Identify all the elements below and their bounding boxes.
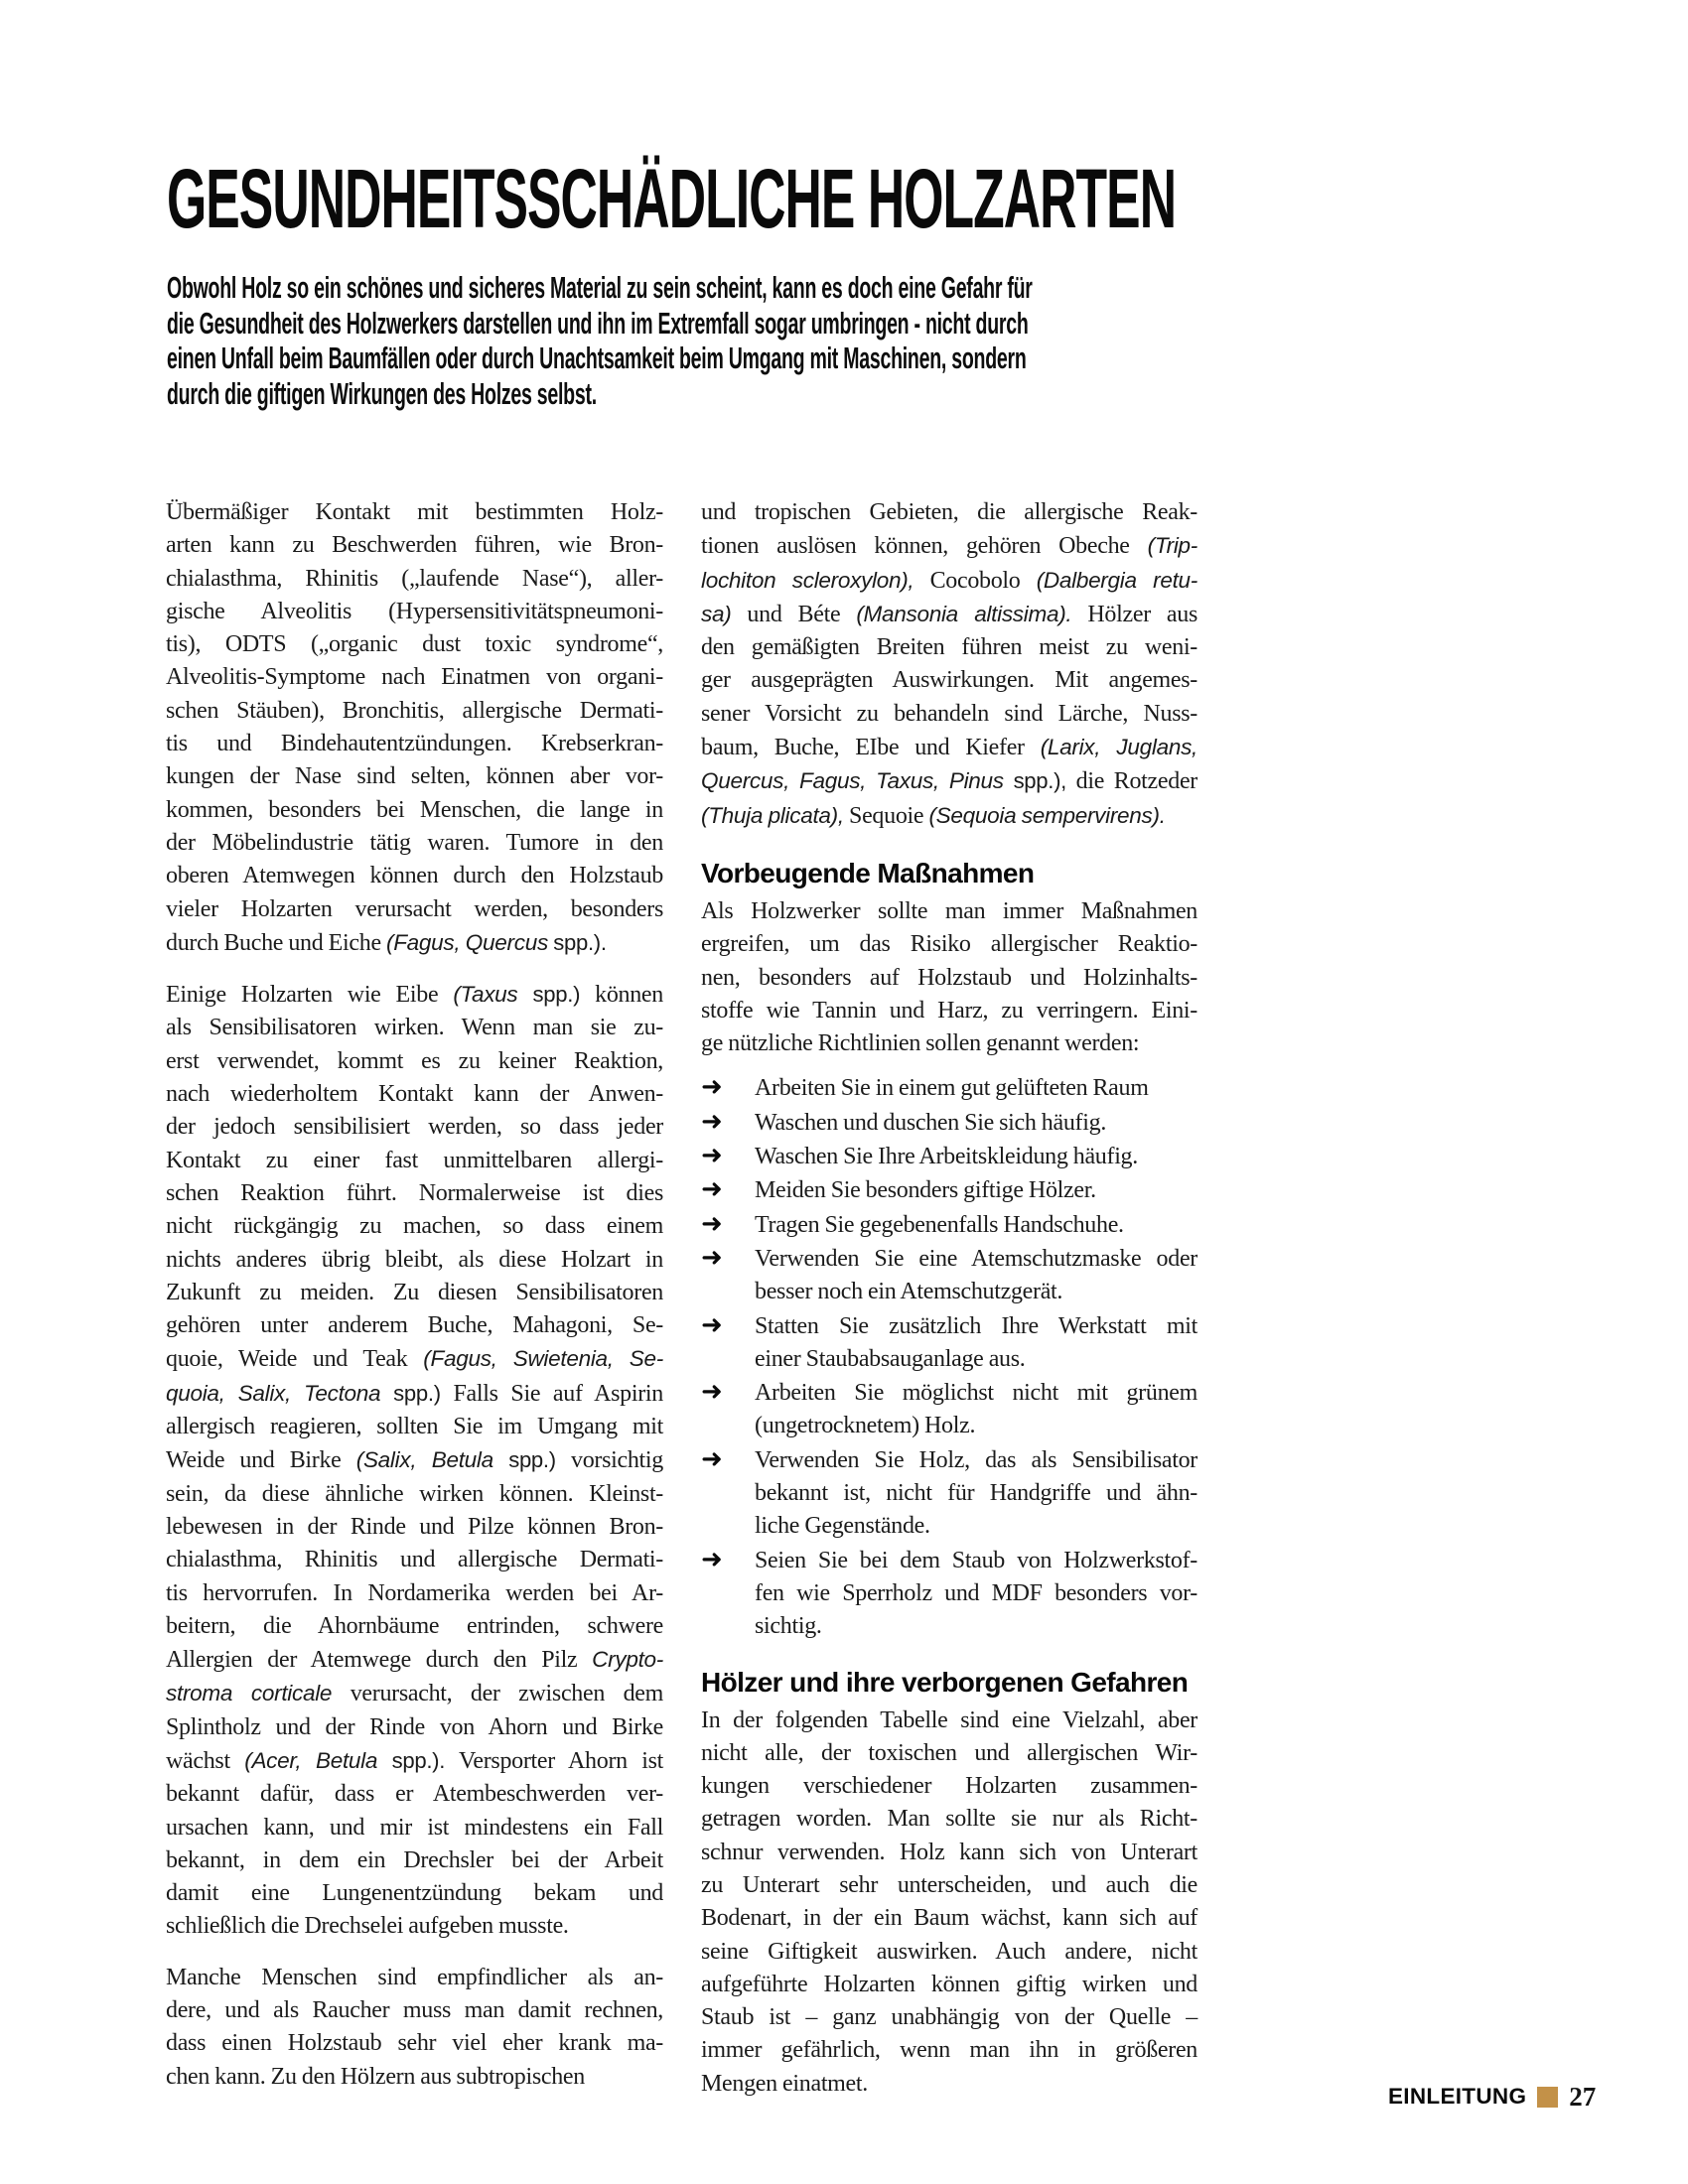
- text-line: damit eine Lungenentzündung bekam und: [166, 1880, 663, 1907]
- text-line: liche Gegenstände.: [755, 1513, 930, 1540]
- species-name: sa): [701, 601, 732, 626]
- text-line: Als Holzwerker sollte man immer Maßnahmen: [701, 897, 1197, 924]
- text-column-right: [701, 496, 1197, 2101]
- list-item: [701, 1444, 1197, 1544]
- species-name: (Salix, Betula: [355, 1447, 493, 1473]
- intro-paragraph: [167, 270, 1033, 411]
- text-line: [166, 978, 663, 1012]
- intro-line: die Gesundheit des Holzwerkers darstellen und ihn im Extremfall sogar umbringen - nicht durch: [167, 305, 1029, 341]
- list-item: [701, 1141, 1197, 1173]
- text-segment: quoie, Weide und Teak: [166, 1346, 424, 1373]
- text-segment: Sequoie: [843, 802, 929, 829]
- text-line: Splintholz und der Rinde von Ahorn und Birke: [166, 1713, 663, 1740]
- species-name: (Trip-: [1147, 533, 1197, 559]
- text-line: [701, 529, 1197, 563]
- list-item: [701, 1107, 1197, 1140]
- text-line: [701, 731, 1197, 764]
- species-name: (Sequoia sempervirens).: [928, 802, 1166, 828]
- text-line: kommen, besonders bei Menschen, die lange in: [166, 796, 663, 823]
- text-line: lebewesen in der Rinde und Pilze können Bron-: [166, 1513, 663, 1540]
- text-line: Statten Sie zusätzlich Ihre Werkstatt mit: [755, 1312, 1197, 1339]
- text-segment: Cocobolo: [914, 567, 1037, 594]
- text-line: [166, 1744, 663, 1778]
- text-column-left: [166, 496, 663, 2094]
- paragraph: [166, 496, 663, 960]
- text-line: tis und Bindehautentzündungen. Krebserkran-: [166, 731, 663, 757]
- species-name: spp.): [492, 1447, 556, 1473]
- species-name: (Acer, Betula: [244, 1747, 378, 1773]
- text-line: der jedoch sensibilisiert werden, so dass jeder: [166, 1114, 663, 1141]
- text-line: zu Unterart sehr unterscheiden, und auch die: [701, 1871, 1197, 1898]
- text-line: [701, 598, 1197, 631]
- paragraph: [166, 978, 663, 1944]
- section-heading: Vorbeugende Maßnahmen: [701, 857, 1035, 888]
- footer-square-icon: [1537, 2087, 1558, 2108]
- species-name: spp.): [517, 982, 581, 1008]
- arrow-bullet-icon: ➜: [701, 1544, 723, 1574]
- text-line: ursachen kann, und mir ist mindestens ein Fall: [166, 1814, 663, 1841]
- text-line: Zukunft zu meiden. Zu diesen Sensibilisatoren: [166, 1279, 663, 1305]
- text-segment: Falls Sie auf Aspirin: [440, 1380, 663, 1407]
- text-line: gehören unter anderem Buche, Mahagoni, Se-: [166, 1312, 663, 1339]
- list-item: [701, 1209, 1197, 1242]
- text-line: seine Giftigkeit auswirken. Auch andere, nicht: [701, 1938, 1197, 1965]
- text-line: sener Vorsicht zu behandeln sind Lärche, Nuss-: [701, 700, 1197, 727]
- footer-section-label: EINLEITUNG: [1388, 2084, 1527, 2109]
- guideline-list: [701, 1072, 1197, 1643]
- text-line: schen Stäuben), Bronchitis, allergische Dermati-: [166, 697, 663, 724]
- text-line: nen, besonders auf Holzstaub und Holzinhalts-: [701, 964, 1197, 991]
- species-name: (Mansonia altissima).: [856, 601, 1072, 626]
- text-line: [166, 1342, 663, 1376]
- species-name: (Fagus, Quercus: [386, 929, 548, 955]
- text-line: chialasthma, Rhinitis und allergische Dermati-: [166, 1547, 663, 1573]
- text-line: als Sensibilisatoren wirken. Wenn man sie zu-: [166, 1015, 663, 1041]
- arrow-bullet-icon: ➜: [701, 1377, 723, 1408]
- text-line: schließlich die Drechselei aufgeben musste.: [166, 1913, 569, 1940]
- text-line: erst verwendet, kommt es zu keiner Reaktion,: [166, 1047, 663, 1074]
- text-line: dass einen Holzstaub sehr viel eher krank ma-: [166, 2030, 663, 2057]
- list-item: [701, 1174, 1197, 1207]
- text-line: vieler Holzarten verursacht werden, besonders: [166, 895, 663, 922]
- text-line: ge nützliche Richtlinien sollen genannt werden:: [701, 1030, 1140, 1057]
- text-line: [166, 1377, 663, 1411]
- text-segment: tionen auslösen können, gehören Obeche: [701, 533, 1148, 560]
- text-line: allergisch reagieren, sollten Sie im Umgang mit: [166, 1414, 663, 1440]
- text-line: Arbeiten Sie in einem gut gelüfteten Raum: [755, 1075, 1149, 1102]
- list-item: [701, 1310, 1197, 1377]
- text-line: aufgeführte Holzarten können giftig wirken und: [701, 1971, 1197, 1997]
- text-line: ergreifen, um das Risiko allergischer Reaktio-: [701, 931, 1197, 958]
- text-line: Verwenden Sie Holz, das als Sensibilisator: [755, 1446, 1197, 1473]
- arrow-bullet-icon: ➜: [701, 1072, 723, 1103]
- text-line: Meiden Sie besonders giftige Hölzer.: [755, 1177, 1096, 1204]
- text-line: schen Reaktion führt. Normalerweise ist dies: [166, 1179, 663, 1206]
- text-line: [166, 1443, 663, 1477]
- text-line: Mengen einatmet.: [701, 2070, 868, 2097]
- species-name: spp.): [380, 1380, 441, 1406]
- text-line: nicht rückgängig zu machen, so dass einem: [166, 1213, 663, 1240]
- text-line: oberen Atemwegen können durch den Holzstaub: [166, 863, 663, 889]
- text-line: immer gefährlich, wenn man ihn in größeren: [701, 2037, 1197, 2064]
- species-name: (Fagus, Swietenia, Se-: [423, 1346, 663, 1372]
- paragraph: [701, 1705, 1197, 2102]
- paragraph: [701, 496, 1197, 833]
- text-line: bekannt ist, nicht für Handgriffe und ähn-: [755, 1480, 1197, 1507]
- species-name: (Larix, Juglans,: [1040, 735, 1198, 760]
- text-line: nicht alle, der toxischen und allergischen Wir-: [701, 1739, 1197, 1766]
- text-segment: können: [580, 982, 663, 1009]
- species-name: Crypto-: [592, 1647, 663, 1673]
- arrow-bullet-icon: ➜: [701, 1443, 723, 1474]
- arrow-bullet-icon: ➜: [701, 1309, 723, 1340]
- species-name: spp.),: [1003, 768, 1066, 794]
- text-line: In der folgenden Tabelle sind eine Vielzahl, aber: [701, 1706, 1197, 1733]
- list-item: [701, 1545, 1197, 1644]
- text-line: nach wiederholtem Kontakt kann der Anwen-: [166, 1081, 663, 1108]
- arrow-bullet-icon: ➜: [701, 1174, 723, 1205]
- text-segment: durch Buche und Eiche: [166, 929, 386, 956]
- arrow-bullet-icon: ➜: [701, 1242, 723, 1273]
- text-line: fen wie Sperrholz und MDF besonders vor-: [755, 1579, 1197, 1606]
- text-segment: Hölzer aus: [1071, 601, 1197, 627]
- text-segment: Allergien der Atemwege durch den Pilz: [166, 1647, 593, 1674]
- list-item: [701, 1243, 1197, 1309]
- page-title: GESUNDHEITSSCHÄDLICHE HOLZARTEN: [167, 152, 1177, 245]
- intro-line: durch die giftigen Wirkungen des Holzes selbst.: [167, 375, 597, 411]
- species-name: spp.).: [547, 929, 607, 955]
- text-line: [166, 926, 663, 960]
- text-segment: vorsichtig: [555, 1447, 663, 1474]
- text-line: arten kann zu Beschwerden führen, wie Bron-: [166, 532, 663, 559]
- text-line: (ungetrocknetem) Holz.: [755, 1413, 976, 1439]
- text-line: stoffe wie Tannin und Harz, zu verringern. Eini-: [701, 997, 1197, 1024]
- text-line: Kontakt zu einer fast unmittelbaren allergi-: [166, 1147, 663, 1173]
- text-line: Staub ist – ganz unabhängig von der Quelle –: [701, 2004, 1197, 2031]
- text-line: Alveolitis-Symptome nach Einatmen von organi-: [166, 664, 663, 691]
- species-name: quoia, Salix, Tectona: [166, 1380, 381, 1406]
- text-line: kungen der Nase sind selten, können aber vor-: [166, 763, 663, 790]
- text-line: sichtig.: [755, 1613, 822, 1640]
- species-name: spp.).: [377, 1747, 446, 1773]
- page-number: 27: [1569, 2081, 1597, 2112]
- text-line: [701, 799, 1197, 833]
- text-line: einer Staubabsauganlage aus.: [755, 1345, 1026, 1372]
- species-name: stroma corticale: [166, 1681, 333, 1706]
- text-line: chialasthma, Rhinitis („laufende Nase“), aller-: [166, 565, 663, 592]
- text-line: den gemäßigten Breiten führen meist zu weni-: [701, 634, 1197, 661]
- text-segment: wächst: [166, 1747, 245, 1774]
- arrow-bullet-icon: ➜: [701, 1106, 723, 1137]
- text-line: und tropischen Gebieten, die allergische Reak-: [701, 499, 1197, 525]
- text-line: der Möbelindustrie tätig waren. Tumore in den: [166, 829, 663, 856]
- text-line: chen kann. Zu den Hölzern aus subtropischen: [166, 2063, 585, 2090]
- list-item: [701, 1377, 1197, 1443]
- text-line: Arbeiten Sie möglichst nicht mit grünem: [755, 1380, 1197, 1407]
- text-line: Übermäßiger Kontakt mit bestimmten Holz-: [166, 499, 663, 525]
- page-footer: [1388, 2083, 1596, 2111]
- text-line: gische Alveolitis (Hypersensitivitätspneumoni-: [166, 598, 663, 624]
- text-line: bekannt, in dem ein Drechsler bei der Arbeit: [166, 1846, 663, 1873]
- text-line: Bodenart, in der ein Baum wächst, kann sich auf: [701, 1905, 1197, 1932]
- text-line: sein, da diese ähnliche wirken können. Kleinst-: [166, 1480, 663, 1507]
- text-line: tis hervorrufen. In Nordamerika werden bei Ar-: [166, 1579, 663, 1606]
- text-line: Verwenden Sie eine Atemschutzmaske oder: [755, 1245, 1197, 1272]
- intro-line: Obwohl Holz so ein schönes und sicheres Material zu sein scheint, kann es doch eine Gefahr für: [167, 270, 1033, 305]
- text-line: kungen verschiedener Holzarten zusammen-: [701, 1773, 1197, 1800]
- text-line: tis), ODTS („organic dust toxic syndrome“,: [166, 631, 663, 658]
- text-line: beitern, die Ahornbäume entrinden, schwere: [166, 1612, 663, 1639]
- text-segment: Versporter Ahorn ist: [445, 1747, 663, 1774]
- text-line: [166, 1677, 663, 1710]
- arrow-bullet-icon: ➜: [701, 1208, 723, 1239]
- text-line: bekannt dafür, dass er Atembeschwerden ver-: [166, 1781, 663, 1808]
- section-heading: Hölzer und ihre verborgenen Gefahren: [701, 1666, 1189, 1698]
- paragraph: [701, 895, 1197, 1060]
- arrow-bullet-icon: ➜: [701, 1141, 723, 1171]
- text-line: [701, 564, 1197, 598]
- text-line: Waschen und duschen Sie sich häufig.: [755, 1109, 1107, 1136]
- text-line: schnur verwenden. Holz kann sich von Unterart: [701, 1839, 1197, 1865]
- species-name: (Dalbergia retu-: [1036, 567, 1197, 593]
- text-segment: verursacht, der zwischen dem: [332, 1681, 664, 1707]
- paragraph: [166, 1962, 663, 2094]
- text-segment: die Rotzeder: [1065, 768, 1197, 795]
- text-line: Waschen Sie Ihre Arbeitskleidung häufig.: [755, 1144, 1138, 1170]
- text-segment: und Béte: [731, 601, 857, 627]
- text-line: [166, 1643, 663, 1677]
- text-line: Tragen Sie gegebenenfalls Handschuhe.: [755, 1211, 1124, 1238]
- species-name: Quercus, Fagus, Taxus, Pinus: [701, 768, 1004, 794]
- text-segment: Weide und Birke: [166, 1447, 356, 1474]
- species-name: lochiton scleroxylon),: [701, 567, 914, 593]
- text-line: Manche Menschen sind empfindlicher als an-: [166, 1964, 663, 1990]
- list-item: [701, 1072, 1197, 1105]
- intro-line: einen Unfall beim Baumfällen oder durch Unachtsamkeit beim Umgang mit Maschinen, sondern: [167, 341, 1027, 375]
- text-line: Seien Sie bei dem Staub von Holzwerkstof-: [755, 1547, 1197, 1573]
- text-segment: baum, Buche, EIbe und Kiefer: [701, 735, 1041, 761]
- text-segment: Einige Holzarten wie Eibe: [166, 982, 454, 1009]
- text-line: [701, 764, 1197, 798]
- text-line: besser noch ein Atemschutzgerät.: [755, 1279, 1063, 1305]
- text-line: dere, und als Raucher muss man damit rechnen,: [166, 1997, 663, 2024]
- text-line: nichts anderes übrig bleibt, als diese Holzart in: [166, 1246, 663, 1273]
- species-name: (Thuja plicata),: [701, 802, 844, 828]
- text-line: getragen worden. Man sollte sie nur als Richt-: [701, 1806, 1197, 1833]
- species-name: (Taxus: [453, 982, 518, 1008]
- text-line: ger ausgeprägten Auswirkungen. Mit angemes-: [701, 667, 1197, 694]
